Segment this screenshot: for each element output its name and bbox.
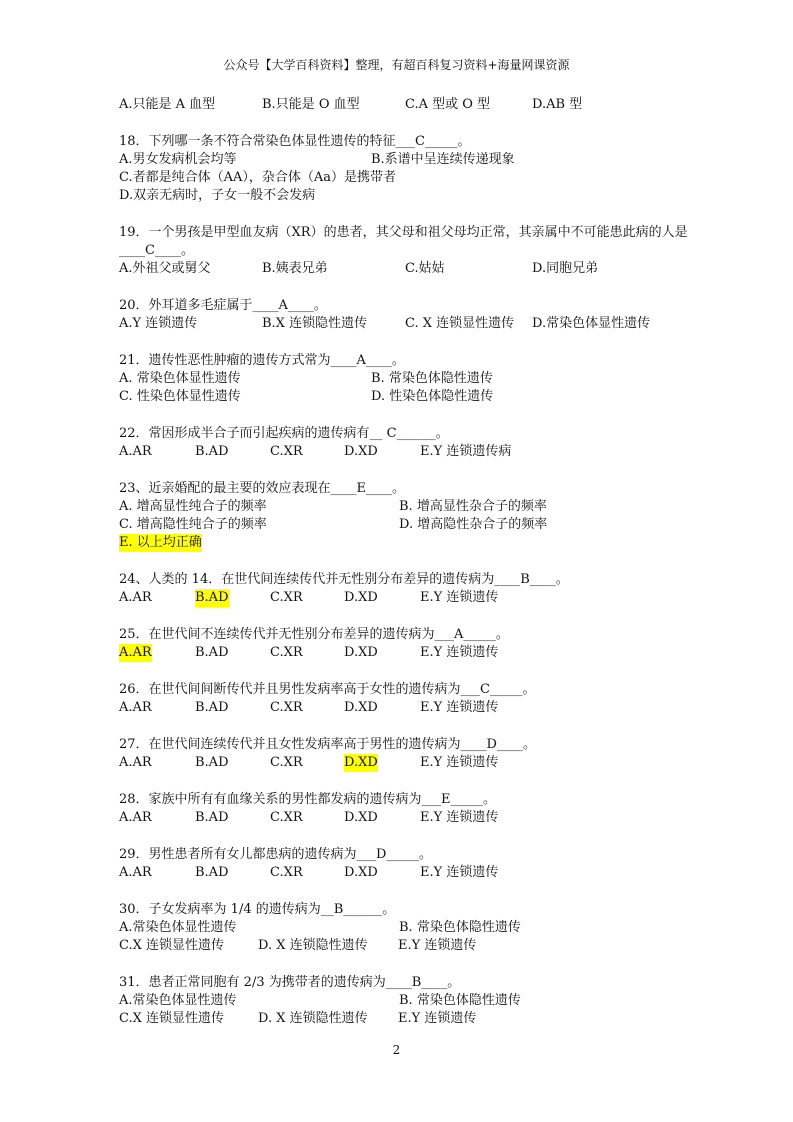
question-stem: 21．遗传性恶性肿瘤的遗传方式常为____A____。: [119, 353, 405, 368]
option: A.AR: [119, 444, 152, 459]
question-stem: 23、近亲婚配的最主要的效应表现在____E____。: [119, 481, 406, 496]
option: D.XD: [344, 645, 378, 660]
option: B.系谱中呈连续传递现象: [371, 152, 515, 167]
option: A.Y 连锁遗传: [119, 316, 198, 331]
option: E.Y 连锁遗传: [420, 645, 499, 660]
option-row: [119, 754, 719, 772]
option-row: [119, 644, 719, 662]
question-item: [119, 571, 719, 607]
option-row: [119, 315, 719, 333]
question-item: [119, 846, 719, 882]
option: D.常染色体显性遗传: [532, 316, 651, 331]
question-item: [119, 791, 719, 827]
option: D. 增高隐性杂合子的频率: [399, 517, 548, 532]
option-row: [119, 260, 719, 278]
option: E.Y 连锁遗传: [420, 700, 499, 715]
question-stem: 18．下列哪一条不符合常染色体显性遗传的特征___C_____。: [119, 134, 471, 149]
question-stem: 28．家族中所有有血缘关系的男性都发病的遗传病为___E_____。: [119, 792, 497, 807]
question-item: [119, 297, 719, 333]
option-row: [119, 388, 719, 406]
question-stem: 24、人类的 14．在世代间连续传代并无性别分布差异的遗传病为____B____。: [119, 572, 569, 587]
option: A.外祖父或舅父: [119, 261, 211, 276]
option: C.XR: [270, 590, 303, 605]
option: D. 性染色体隐性遗传: [371, 389, 494, 404]
question-item: [119, 425, 719, 461]
option: D.XD: [344, 444, 378, 459]
option: C.X 连锁显性遗传: [119, 938, 225, 953]
option: E.Y 连锁遗传: [420, 590, 499, 605]
option: B.AD: [195, 590, 229, 605]
page-number: 2: [392, 1043, 401, 1057]
option: B. 常染色体隐性遗传: [399, 993, 521, 1008]
option: E.Y 连锁遗传: [398, 1011, 477, 1026]
question-item: [119, 681, 719, 717]
option: B.姨表兄弟: [262, 261, 328, 276]
option: B.AD: [195, 700, 229, 715]
option-row: [119, 992, 719, 1010]
option: C. 增高隐性纯合子的频率: [119, 517, 267, 532]
option: A.AR: [119, 755, 152, 770]
option: E.Y 连锁遗传: [420, 755, 499, 770]
option: D.XD: [344, 755, 378, 770]
option: B.AD: [195, 645, 229, 660]
option: C.XR: [270, 700, 303, 715]
option: B.AD: [195, 444, 229, 459]
option: D.XD: [344, 590, 378, 605]
option: B.X 连锁隐性遗传: [262, 316, 368, 331]
question-stem: 20．外耳道多毛症属于____A____。: [119, 298, 327, 313]
option-row: [119, 1010, 719, 1028]
option: C.A 型或 O 型: [405, 97, 491, 112]
option: E.Y 连锁遗传: [420, 865, 499, 880]
option: A. 常染色体显性遗传: [119, 371, 241, 386]
option: A.只能是 A 血型: [119, 97, 216, 112]
question-item: [119, 480, 719, 552]
option-row: [119, 864, 719, 882]
option: E.Y 连锁遗传: [420, 810, 499, 825]
option: B.只能是 O 血型: [262, 97, 360, 112]
question-stem: 22．常因形成半合子而引起疾病的遗传病有__ C______。: [119, 426, 449, 441]
option: C.姑姑: [405, 261, 445, 276]
option-row: [119, 370, 719, 388]
option-row: [119, 589, 719, 607]
option: A.AR: [119, 865, 152, 880]
option: C.XR: [270, 645, 303, 660]
option-row: [119, 919, 719, 937]
option: E. 以上均正确: [119, 535, 202, 550]
option-row: [119, 809, 719, 827]
question-list: [119, 96, 719, 1047]
option-row: [119, 169, 719, 187]
question-stem: 27．在世代间连续传代并且女性发病率高于男性的遗传病为____D____。: [119, 737, 536, 752]
question-stem: 31．患者正常同胞有 2/3 为携带者的遗传病为____B____。: [119, 975, 461, 990]
option: E.Y 连锁遗传: [398, 938, 477, 953]
option: A.男女发病机会均等: [119, 152, 237, 167]
option: D.XD: [344, 810, 378, 825]
option: D. X 连锁隐性遗传: [258, 1011, 368, 1026]
question-item: [119, 352, 719, 406]
option: C.XR: [270, 444, 303, 459]
option: D. X 连锁隐性遗传: [258, 938, 368, 953]
option: C. 性染色体显性遗传: [119, 389, 241, 404]
question-item: [119, 974, 719, 1028]
question-stem: 26．在世代间间断传代并且男性发病率高于女性的遗传病为___C_____。: [119, 682, 536, 697]
option: B.AD: [195, 755, 229, 770]
option-row: [119, 498, 719, 516]
option: C. X 连锁显性遗传: [405, 316, 515, 331]
option: C.X 连锁显性遗传: [119, 1011, 225, 1026]
option: D.XD: [344, 700, 378, 715]
option: C.XR: [270, 755, 303, 770]
option: B.AD: [195, 810, 229, 825]
option: C.XR: [270, 865, 303, 880]
option: A.AR: [119, 810, 152, 825]
option-row: [119, 187, 719, 205]
option: D.同胞兄弟: [532, 261, 599, 276]
option: A.AR: [119, 645, 152, 660]
option: D.XD: [344, 865, 378, 880]
option: D.AB 型: [532, 97, 583, 112]
option: D.双亲无病时，子女一般不会发病: [119, 188, 316, 203]
option: E.Y 连锁遗传病: [420, 444, 512, 459]
question-stem: 19．一个男孩是甲型血友病（XR）的患者，其父母和祖父母均正常，其亲属中不可能患此病的人是____C____。: [119, 225, 688, 258]
question-stem: 25．在世代间不连续传代并无性别分布差异的遗传病为___A_____。: [119, 627, 509, 642]
page-header: 公众号【大学百科资料】整理，有超百科复习资料+海量网课资源: [223, 58, 570, 72]
question-item: [119, 224, 719, 278]
option: C.XR: [270, 810, 303, 825]
option: B.AD: [195, 865, 229, 880]
option: A.常染色体显性遗传: [119, 993, 237, 1008]
option-row: [119, 699, 719, 717]
option: A. 增高显性纯合子的频率: [119, 499, 267, 514]
question-item: [119, 133, 719, 205]
question-stem: 30．子女发病率为 1/4 的遗传病为__B______。: [119, 902, 396, 917]
question-item: [119, 736, 719, 772]
option-row: [119, 534, 719, 552]
question-stem: 29．男性患者所有女儿都患病的遗传病为___D_____。: [119, 847, 432, 862]
question-item: [119, 901, 719, 955]
option-row: [119, 443, 719, 461]
option: B. 常染色体隐性遗传: [399, 920, 521, 935]
option: A.AR: [119, 590, 152, 605]
option-row: [119, 516, 719, 534]
question-item: [119, 626, 719, 662]
option: A.常染色体显性遗传: [119, 920, 237, 935]
option: A.AR: [119, 700, 152, 715]
option: B. 增高显性杂合子的频率: [399, 499, 547, 514]
question-17-options: [119, 96, 719, 114]
option-row: [119, 151, 719, 169]
option: B. 常染色体隐性遗传: [371, 371, 493, 386]
option-row: [119, 937, 719, 955]
option: C.者都是纯合体（AA），杂合体（Aa）是携带者: [119, 170, 397, 185]
